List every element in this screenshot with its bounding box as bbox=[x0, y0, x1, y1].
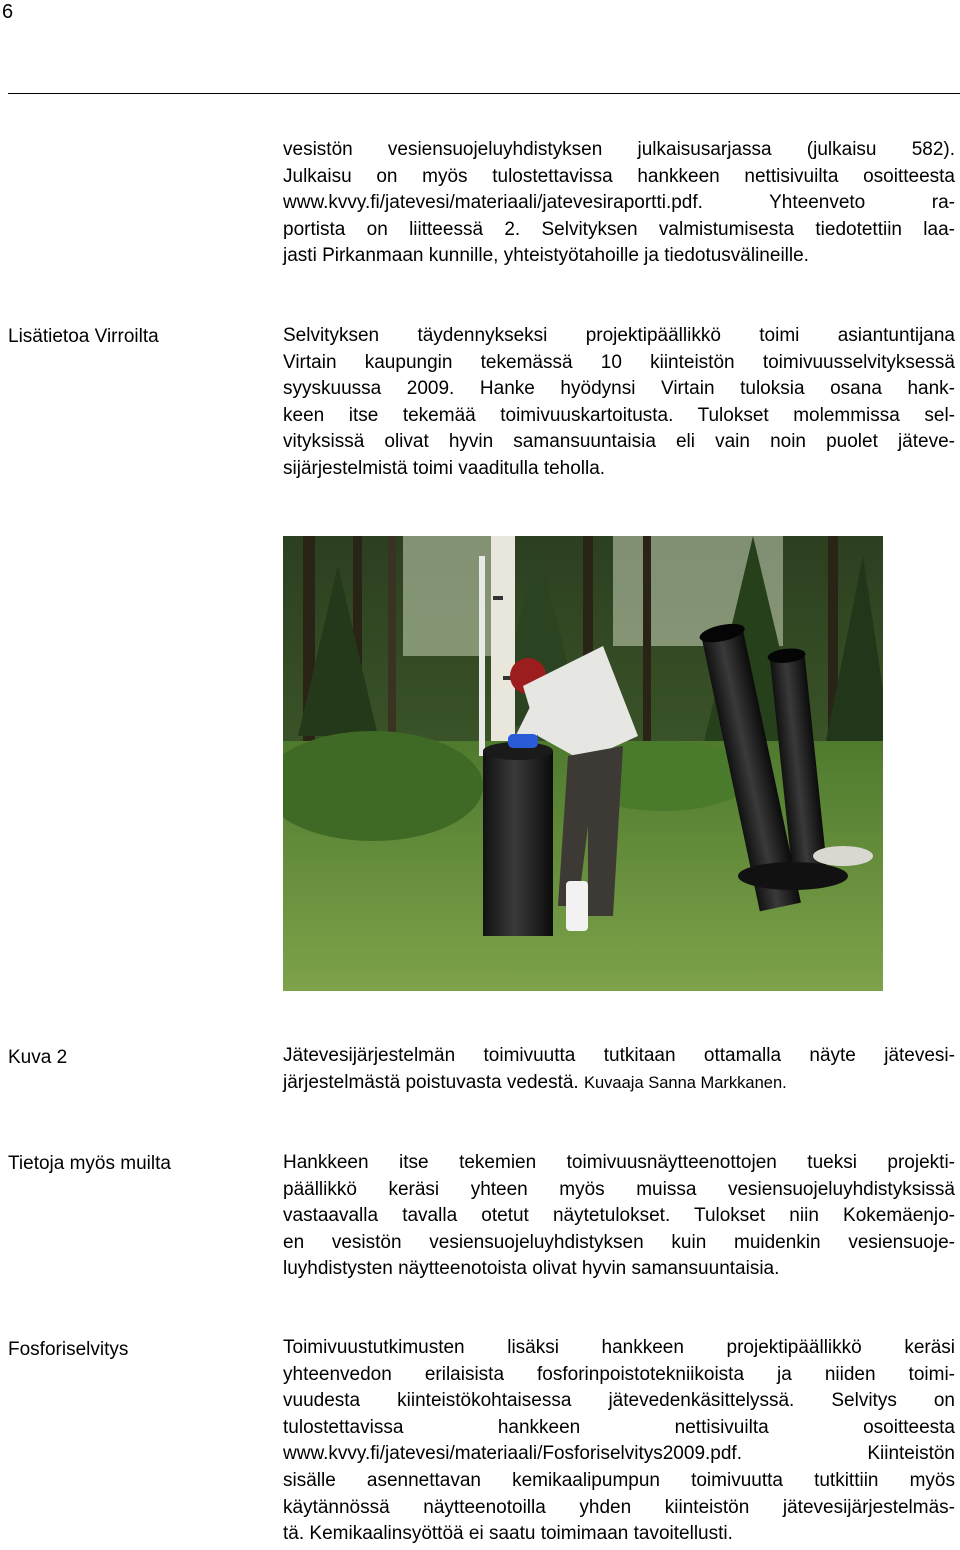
text-line: yhteenvedon erilaisista fosforinpoistotekniikoista ja niiden toimi- bbox=[283, 1363, 955, 1385]
text-line: sisälle asennettavan kemikaalipumpun toimivuutta tutkittiin myös bbox=[283, 1469, 955, 1491]
caption-line bbox=[283, 1070, 955, 1097]
tree-trunk bbox=[643, 536, 651, 746]
figure-caption bbox=[283, 1043, 955, 1096]
sampling-pole bbox=[479, 556, 485, 756]
figure-label: Kuva 2 bbox=[8, 1047, 68, 1068]
text-line: sijärjestelmistä toimi vaaditulla teholla. bbox=[283, 457, 606, 479]
phosphorus-paragraph bbox=[283, 1335, 955, 1548]
text-line: tulostettavissa hankkeen nettisivuilta osoitteesta bbox=[283, 1416, 955, 1438]
text-line: Virtain kaupungin tekemässä 10 kiinteistön toimivuusselvityksessä bbox=[283, 351, 955, 373]
page-number: 6 bbox=[2, 1, 14, 23]
pipe-base bbox=[738, 862, 848, 890]
text-line: Selvityksen täydennykseksi projektipäällikkö toimi asiantuntijana bbox=[283, 325, 955, 346]
photo-credit: Kuvaaja Sanna Markkanen. bbox=[584, 1073, 787, 1092]
section-label-others: Tietoja myös muilta bbox=[8, 1153, 171, 1174]
intro-paragraph bbox=[283, 137, 955, 270]
figure-photo bbox=[283, 536, 883, 991]
text-line: Toimivuustutkimusten lisäksi hankkeen projektipäällikkö keräsi bbox=[283, 1337, 955, 1358]
person-glove bbox=[508, 734, 538, 748]
text-line: jasti Pirkanmaan kunnille, yhteistyötahoille ja tiedotusvälineille. bbox=[283, 245, 809, 267]
birch-mark bbox=[493, 596, 503, 600]
text-line: Hankkeen itse tekemien toimivuusnäytteenottojen tueksi projekti- bbox=[283, 1152, 955, 1173]
section-label-phosphorus: Fosforiselvitys bbox=[8, 1339, 129, 1360]
text-line: vityksissä olivat hyvin samansuuntaisia eli vain noin puolet jäteve- bbox=[283, 431, 955, 453]
text-line: keen itse tekemää toimivuuskartoitusta. Tulokset molemmissa sel- bbox=[283, 404, 955, 426]
text-line: www.kvvy.fi/jatevesi/materiaali/jatevesiraportti.pdf. Yhteenveto ra- bbox=[283, 192, 955, 214]
collection-well bbox=[483, 751, 553, 936]
caption-line: Jätevesijärjestelmän toimivuutta tutkitaan ottamalla näyte jätevesi- bbox=[283, 1045, 955, 1066]
text-line: en vesistön vesiensuojeluyhdistyksen kuin muidenkin vesiensuoje- bbox=[283, 1231, 955, 1253]
text-line: www.kvvy.fi/jatevesi/materiaali/Fosforiselvitys2009.pdf. Kiinteistön bbox=[283, 1443, 955, 1465]
text-line: portista on liitteessä 2. Selvityksen valmistumisesta tiedotettiin laa- bbox=[283, 218, 955, 240]
caption-text: järjestelmästä poistuvasta vedestä. bbox=[283, 1071, 579, 1093]
text-line: käytännössä näytteenotoilla yhden kiinteistön jätevesijärjestelmäs- bbox=[283, 1496, 955, 1518]
section-label-virrat: Lisätietoa Virroilta bbox=[8, 326, 159, 347]
water-bucket bbox=[813, 846, 873, 866]
text-line: syyskuussa 2009. Hanke hyödynsi Virtain tuloksia osana hank- bbox=[283, 378, 955, 400]
sample-bottle bbox=[566, 881, 588, 931]
text-line: tä. Kemikaalinsyöttöä ei saatu toimimaan tavoitellusti. bbox=[283, 1523, 733, 1545]
text-line: Julkaisu on myös tulostettavissa hankkeen nettisivuilta osoitteesta bbox=[283, 165, 955, 187]
text-line: päällikkö keräsi yhteen myös muissa vesiensuojeluyhdistyksissä bbox=[283, 1178, 955, 1200]
text-line: luyhdistysten näytteenotoista olivat hyvin samansuuntaisia. bbox=[283, 1258, 780, 1280]
header-rule bbox=[8, 93, 960, 94]
text-line: vastaavalla tavalla otetut näytetulokset. Tulokset niin Kokemäenjo- bbox=[283, 1205, 955, 1227]
virrat-paragraph bbox=[283, 323, 955, 483]
text-line: vuudesta kiinteistökohtaisessa jätevedenkäsittelyssä. Selvitys on bbox=[283, 1390, 955, 1412]
others-paragraph bbox=[283, 1150, 955, 1283]
text-line: vesistön vesiensuojeluyhdistyksen julkaisusarjassa (julkaisu 582). bbox=[283, 139, 955, 160]
